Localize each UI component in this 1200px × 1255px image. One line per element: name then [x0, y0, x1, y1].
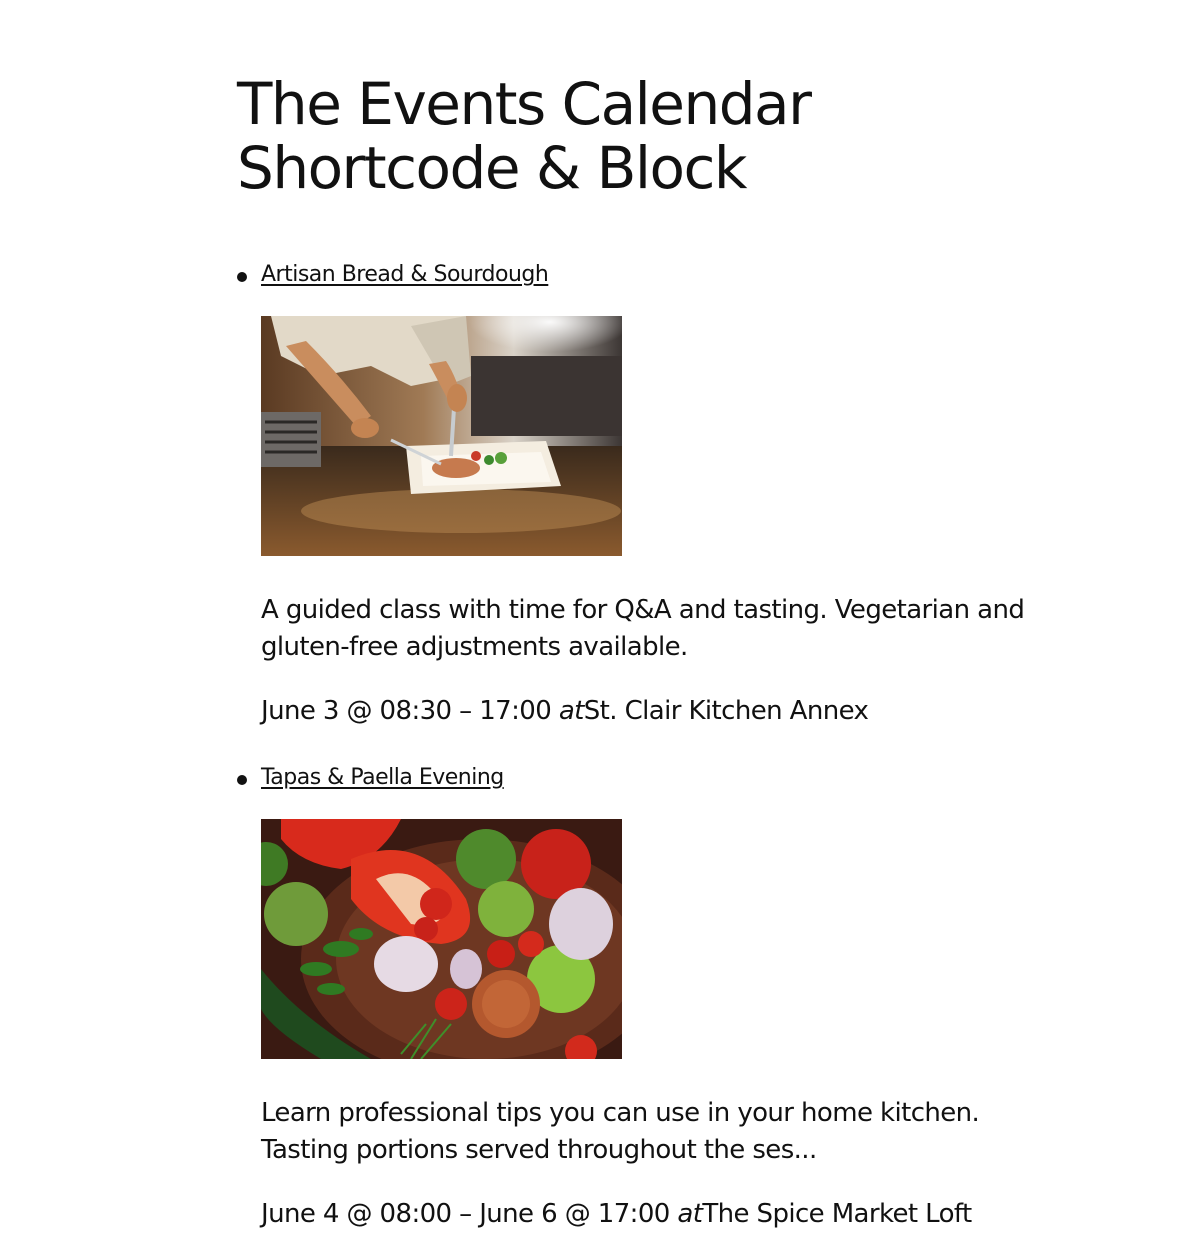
page-title [237, 72, 1057, 200]
event-list-item [237, 260, 1057, 726]
bullet-icon [237, 775, 247, 785]
event-title-row [237, 260, 1057, 290]
chef-plating-image [261, 316, 622, 556]
event-image[interactable] [261, 819, 622, 1059]
event-at-word: at [677, 1199, 703, 1229]
event-datetime: June 3 @ 08:30 – 17:00 [261, 696, 552, 726]
event-meta [261, 1198, 1051, 1230]
event-title-link[interactable]: Artisan Bread & Sourdough [261, 262, 549, 287]
vegetables-bowl-image [261, 819, 622, 1059]
event-image[interactable] [261, 316, 622, 556]
event-description: Learn professional tips you can use in your home kitchen. Tasting portions served throughout the ses... [261, 1098, 980, 1165]
event-datetime: June 4 @ 08:00 – June 6 @ 17:00 [261, 1199, 670, 1229]
page-title-line-2: Shortcode & Block [237, 134, 746, 202]
event-meta [261, 695, 1051, 727]
bullet-icon [237, 272, 247, 282]
event-title-row [237, 763, 1057, 793]
event-venue: The Spice Market Loft [702, 1199, 972, 1229]
event-list-item [237, 763, 1057, 1229]
event-description: A guided class with time for Q&A and tasting. Vegetarian and gluten-free adjustments available. [261, 595, 1025, 662]
page-title-line-1: The Events Calendar [237, 70, 811, 138]
event-venue: St. Clair Kitchen Annex [583, 696, 869, 726]
event-title-link[interactable]: Tapas & Paella Evening [261, 765, 504, 790]
event-at-word: at [558, 696, 584, 726]
